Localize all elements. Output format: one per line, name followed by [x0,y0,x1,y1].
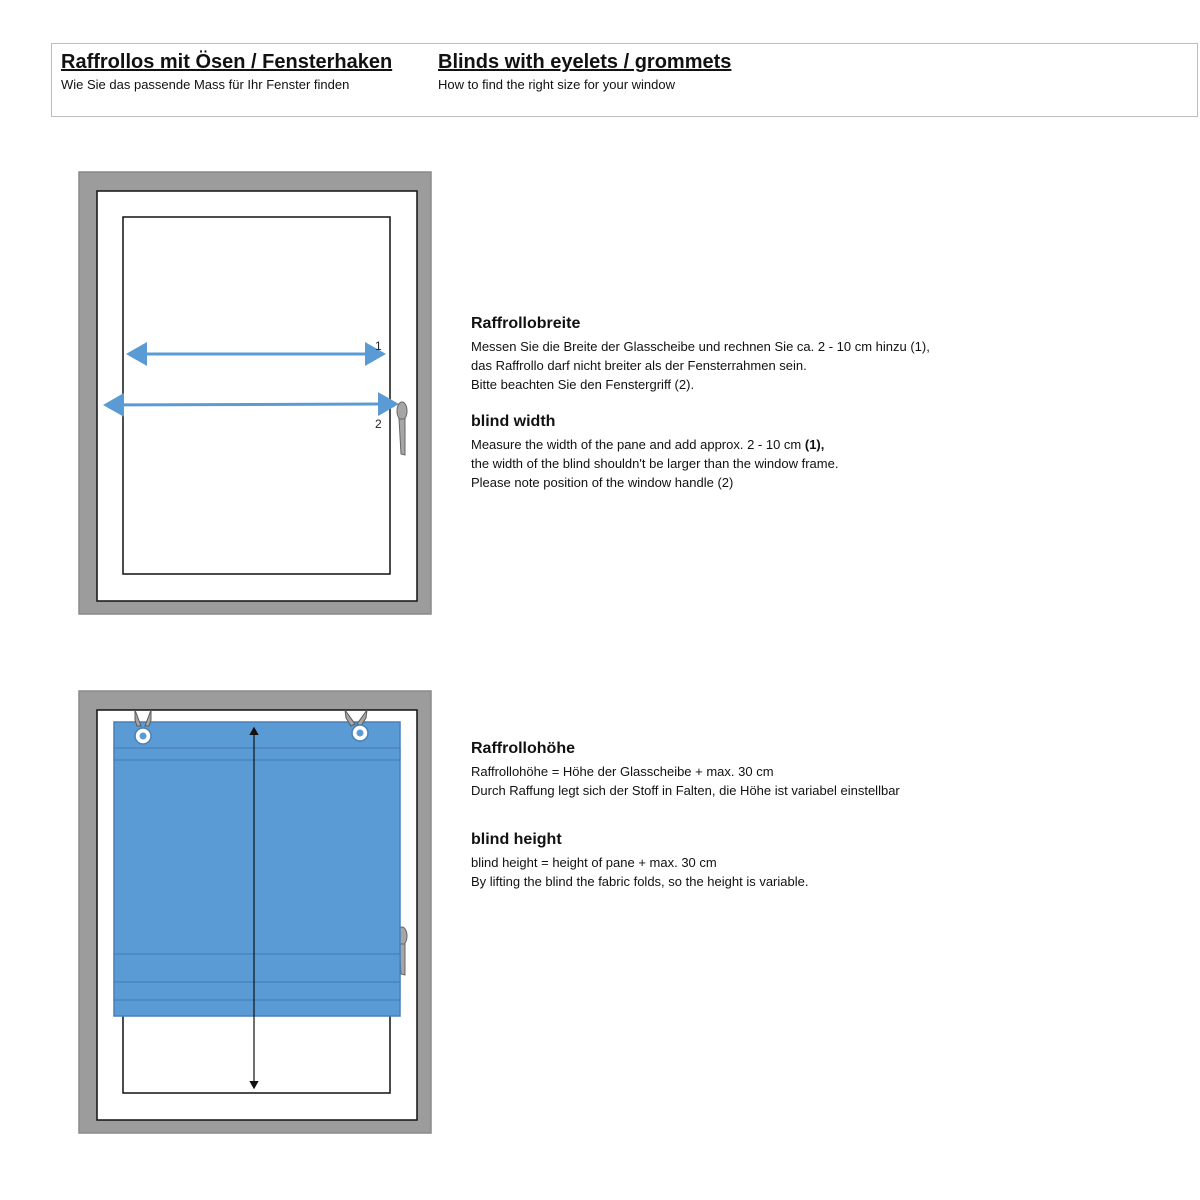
header-subtitle-de: Wie Sie das passende Mass für Ihr Fenster finden [61,77,350,92]
en-width-line-3: Please note position of the window handle (2) [471,475,734,490]
header-german [61,50,392,94]
width-instructions [471,314,1171,492]
de-width-line-3: Bitte beachten Sie den Fenstergriff (2). [471,377,695,392]
en-height-line-1: blind height = height of pane + max. 30 cm [471,855,717,870]
de-height-line-1: Raffrollohöhe = Höhe der Glasscheibe + max. 30 cm [471,764,774,779]
height-diagram [78,690,434,1136]
width-arrow-frame [106,404,396,405]
de-height-line-2: Durch Raffung legt sich der Stoff in Falten, die Höhe ist variabel einstellbar [471,783,900,798]
glass-pane [123,217,390,574]
blind-top-band [114,748,400,760]
de-width-line-1: Messen Sie die Breite der Glasscheibe und rechnen Sie ca. 2 - 10 cm hinzu (1), [471,339,930,354]
marker-1-label: 1 [375,339,382,353]
header-english [438,50,731,94]
de-width-line-2: das Raffrollo darf nicht breiter als der Fensterrahmen sein. [471,358,807,373]
heading-raffrollohoehe: Raffrollohöhe [471,740,575,757]
en-width-line-2: the width of the blind shouldn't be larger than the window frame. [471,456,839,471]
header-box [51,43,1198,117]
marker-2-label: 2 [375,417,382,431]
en-width-line-1-bold: (1), [804,437,825,452]
height-instructions [471,739,1171,891]
header-title-en: Blinds with eyelets / grommets [438,51,732,73]
width-diagram-svg [78,171,434,617]
en-width-line-1 [471,435,1171,454]
blind-fold [114,982,400,1000]
height-diagram-svg [78,690,434,1136]
width-diagram [78,171,434,617]
en-width-line-1-text: Measure the width of the pane and add approx. 2 - 10 cm [471,437,805,452]
blind-fold [114,954,400,982]
header-title-de: Raffrollos mit Ösen / Fensterhaken [61,51,393,73]
heading-blind-height: blind height [471,831,562,848]
heading-raffrollobreite: Raffrollobreite [471,315,581,332]
en-height-line-2: By lifting the blind the fabric folds, so the height is variable. [471,874,809,889]
heading-blind-width: blind width [471,413,556,430]
header-subtitle-en: How to find the right size for your window [438,77,675,92]
